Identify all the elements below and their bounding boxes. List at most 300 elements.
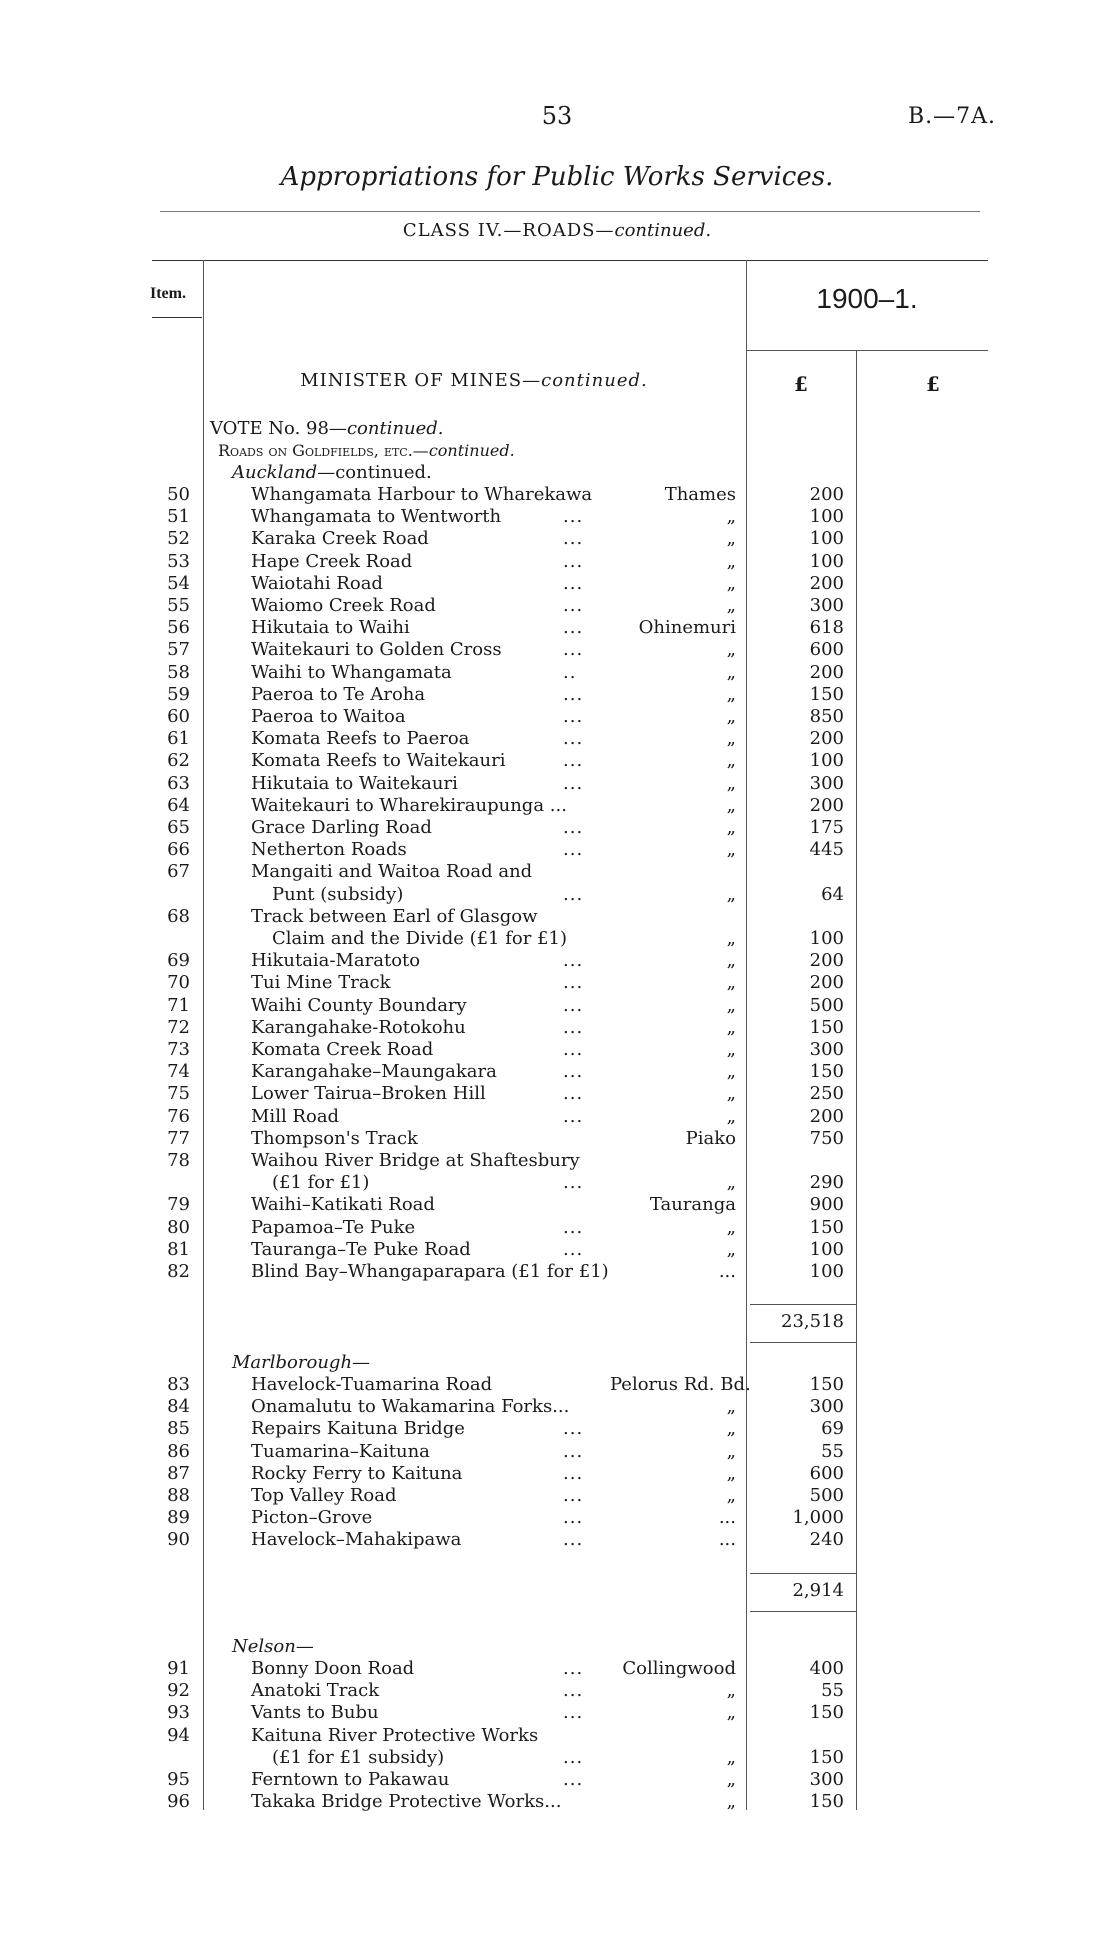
item-description: Waitekauri to Golden Cross [251, 639, 502, 661]
item-description: Rocky Ferry to Kaituna [251, 1462, 463, 1484]
marlborough-total: 2,914 [792, 1580, 844, 1601]
county-name: „ [726, 728, 736, 750]
item-amount: 100 [809, 750, 844, 772]
item-number: 89 [167, 1507, 190, 1529]
table-row [0, 839, 1114, 861]
pound-sign-col2: £ [926, 372, 940, 396]
section-heading-text: MINISTER OF MINES— [300, 370, 542, 391]
item-description: Hikutaia to Waihi [251, 617, 410, 639]
item-number: 69 [167, 950, 190, 972]
vote-heading-text: VOTE No. 98— [210, 418, 347, 439]
item-number: 86 [167, 1440, 190, 1462]
item-description: Papamoa–Te Puke [251, 1216, 416, 1238]
item-amount: 200 [809, 794, 844, 816]
item-number: 61 [167, 728, 190, 750]
table-row [0, 1261, 1114, 1283]
year-column-header: 1900–1. [816, 283, 918, 314]
table-row [0, 1725, 1114, 1747]
county-name: „ [726, 1462, 736, 1484]
item-amount: 445 [809, 839, 844, 861]
county-name: „ [726, 1702, 736, 1724]
marlborough-heading-name: Marlborough— [232, 1352, 371, 1373]
table-row [0, 1017, 1114, 1039]
item-amount: 100 [809, 1238, 844, 1260]
item-description: Whangamata Harbour to Wharekawa [251, 484, 593, 505]
table-row [0, 1658, 1114, 1680]
leader-dots: ... [563, 1440, 584, 1462]
county-name: Piako [685, 1127, 736, 1149]
item-description: Hape Creek Road [251, 550, 413, 572]
item-column-header: Item. [150, 285, 186, 302]
item-description: Takaka Bridge Protective Works... [251, 1791, 562, 1813]
leader-dots: ... [563, 1485, 584, 1506]
leader-dots: ... [563, 639, 584, 661]
leader-dots: ... [563, 728, 584, 750]
auckland-total-rule-bottom [750, 1342, 856, 1343]
leader-dots: ... [563, 1061, 584, 1083]
county-name: „ [726, 1746, 736, 1768]
county-name: „ [726, 572, 736, 594]
item-amount: 200 [809, 484, 844, 505]
item-number: 85 [167, 1418, 190, 1440]
county-name: Tauranga [649, 1194, 736, 1216]
item-description: Onamalutu to Wakamarina Forks... [251, 1396, 570, 1418]
item-description: Whangamata to Wentworth [251, 506, 502, 528]
auckland-total-rule-top [750, 1304, 856, 1305]
class-heading-text: CLASS IV.—ROADS— [402, 220, 615, 241]
item-description: Waihou River Bridge at Shaftesbury [251, 1150, 580, 1171]
roads-heading-continued: continued. [428, 441, 515, 460]
table-row [0, 972, 1114, 994]
leader-dots: ... [563, 1658, 584, 1679]
item-amount: 100 [809, 528, 844, 550]
item-description: Komata Creek Road [251, 1039, 434, 1060]
item-number: 63 [167, 772, 190, 794]
item-amount: 175 [809, 817, 844, 838]
item-amount: 600 [809, 1462, 844, 1484]
item-number: 75 [167, 1083, 190, 1105]
item-description: Vants to Bubu [251, 1702, 379, 1724]
item-amount: 400 [809, 1658, 844, 1679]
item-number: 91 [167, 1658, 190, 1679]
vote-heading-continued: continued. [346, 418, 444, 439]
county-name: „ [726, 683, 736, 705]
item-amount: 200 [809, 728, 844, 750]
item-number: 78 [167, 1150, 190, 1171]
item-number: 96 [167, 1791, 190, 1813]
item-amount: 100 [809, 506, 844, 528]
item-amount: 150 [809, 1702, 844, 1724]
leader-dots: ... [563, 1462, 584, 1484]
county-name: ... [718, 1507, 736, 1529]
table-row [0, 906, 1114, 928]
table-row [0, 1441, 1114, 1463]
class-heading-continued: continued. [614, 220, 712, 241]
item-description: Paeroa to Te Aroha [251, 683, 426, 705]
item-number: 71 [167, 994, 190, 1016]
item-number: 66 [167, 839, 190, 861]
leader-dots: ... [563, 1083, 584, 1105]
item-description: Karaka Creek Road [251, 528, 429, 550]
item-amount: 150 [809, 1791, 844, 1813]
item-description: Punt (subsidy) [272, 883, 404, 905]
item-description: Tuamarina–Kaituna [251, 1440, 430, 1462]
item-amount: 150 [809, 1746, 844, 1768]
item-description: Waitekauri to Wharekiraupunga ... [251, 794, 567, 816]
marlborough-heading [232, 1352, 370, 1373]
table-row [0, 950, 1114, 972]
table-row [0, 662, 1114, 684]
marlborough-total-rule-bottom [750, 1611, 856, 1612]
table-row [0, 817, 1114, 839]
leader-dots: ... [563, 972, 584, 994]
item-description: Mangaiti and Waitoa Road and [251, 861, 533, 883]
leader-dots: ... [563, 1105, 584, 1127]
item-amount: 300 [809, 1039, 844, 1060]
item-description: Thompson's Track [251, 1127, 418, 1149]
item-amount: 500 [809, 994, 844, 1016]
table-row [0, 1529, 1114, 1551]
table-row [0, 573, 1114, 595]
item-amount: 100 [809, 1261, 844, 1282]
county-name: „ [726, 839, 736, 861]
table-row [0, 639, 1114, 661]
item-description: Waihi to Whangamata [251, 661, 452, 683]
item-amount: 850 [809, 706, 844, 727]
table-row [0, 1769, 1114, 1791]
item-description: Grace Darling Road [251, 817, 432, 838]
item-description: Waiotahi Road [251, 572, 383, 594]
county-name: „ [726, 1238, 736, 1260]
table-row [0, 1039, 1114, 1061]
leader-dots: ... [563, 506, 584, 528]
item-number: 87 [167, 1462, 190, 1484]
item-number: 55 [167, 595, 190, 616]
county-name: „ [726, 883, 736, 905]
table-top-rule [152, 260, 988, 261]
county-name: Ohinemuri [638, 617, 736, 639]
item-amount: 150 [809, 1061, 844, 1083]
leader-dots: ... [563, 772, 584, 794]
county-name: „ [726, 639, 736, 661]
item-description: Waihi County Boundary [251, 994, 467, 1016]
item-number: 67 [167, 861, 190, 883]
county-name: „ [726, 750, 736, 772]
county-name: „ [726, 528, 736, 550]
item-amount: 300 [809, 772, 844, 794]
table-row [0, 1150, 1114, 1172]
item-number: 51 [167, 506, 190, 528]
leader-dots: ... [563, 550, 584, 572]
item-description: Ferntown to Pakawau [251, 1769, 450, 1790]
item-amount: 200 [809, 661, 844, 683]
county-name: Collingwood [622, 1658, 736, 1679]
table-row [0, 1747, 1114, 1769]
item-amount: 69 [821, 1418, 844, 1440]
county-name: „ [726, 994, 736, 1016]
item-amount: 500 [809, 1485, 844, 1506]
county-name: ... [718, 1529, 736, 1551]
item-amount: 200 [809, 950, 844, 972]
item-description: Anatoki Track [251, 1680, 380, 1702]
item-number: 76 [167, 1105, 190, 1127]
item-number: 80 [167, 1216, 190, 1238]
item-number: 56 [167, 617, 190, 639]
leader-dots: ... [563, 1016, 584, 1038]
item-description: Kaituna River Protective Works [251, 1724, 539, 1746]
leader-dots: ... [563, 950, 584, 972]
item-number: 65 [167, 817, 190, 838]
item-number: 59 [167, 683, 190, 705]
item-description: (£1 for £1 subsidy) [272, 1746, 445, 1768]
auckland-heading [232, 462, 432, 483]
item-number: 53 [167, 550, 190, 572]
item-number: 82 [167, 1261, 190, 1282]
auckland-heading-continued: —continued. [317, 462, 432, 483]
table-row [0, 1083, 1114, 1105]
item-number: 58 [167, 661, 190, 683]
county-name: „ [726, 661, 736, 683]
item-description: Picton–Grove [251, 1507, 373, 1529]
item-description: Blind Bay–Whangaparapara (£1 for £1) [251, 1261, 609, 1282]
table-row [0, 1791, 1114, 1813]
table-row [0, 884, 1114, 906]
item-number: 79 [167, 1194, 190, 1216]
county-name: „ [726, 1440, 736, 1462]
table-row [0, 528, 1114, 550]
item-description: Karangahake-Rotokohu [251, 1016, 466, 1038]
auckland-total: 23,518 [781, 1311, 844, 1332]
marlborough-total-rule-top [750, 1573, 856, 1574]
page-title: Appropriations for Public Works Services. [280, 162, 834, 192]
item-amount: 150 [809, 1216, 844, 1238]
item-amount: 200 [809, 572, 844, 594]
item-amount: 900 [809, 1194, 844, 1216]
item-number: 73 [167, 1039, 190, 1060]
item-number: 93 [167, 1702, 190, 1724]
pound-sign-col1: £ [794, 372, 808, 396]
item-number: 57 [167, 639, 190, 661]
county-name: „ [726, 506, 736, 528]
item-number: 52 [167, 528, 190, 550]
county-name: „ [726, 1791, 736, 1813]
item-amount: 200 [809, 972, 844, 994]
item-number: 64 [167, 794, 190, 816]
item-number: 90 [167, 1529, 190, 1551]
auckland-heading-name: Auckland [232, 462, 318, 483]
item-number: 60 [167, 706, 190, 727]
item-number: 62 [167, 750, 190, 772]
item-description: Havelock–Mahakipawa [251, 1529, 462, 1551]
item-description: (£1 for £1) [272, 1172, 370, 1194]
table-row [0, 1217, 1114, 1239]
county-name: „ [726, 1039, 736, 1060]
item-description: Netherton Roads [251, 839, 407, 861]
item-number: 74 [167, 1061, 190, 1083]
nelson-heading-name: Nelson— [232, 1636, 314, 1657]
item-description: Tui Mine Track [251, 972, 391, 994]
item-description: Top Valley Road [251, 1485, 397, 1506]
table-row [0, 750, 1114, 772]
leader-dots: ... [563, 617, 584, 639]
item-number: 95 [167, 1769, 190, 1790]
item-amount: 290 [809, 1172, 844, 1194]
table-row [0, 1106, 1114, 1128]
table-row [0, 928, 1114, 950]
item-amount: 1,000 [792, 1507, 844, 1529]
item-description: Komata Reefs to Paeroa [251, 728, 470, 750]
leader-dots: ... [563, 994, 584, 1016]
document-reference: B.—7A. [907, 104, 996, 129]
county-name: Pelorus Rd. Bd. [610, 1374, 751, 1395]
leader-dots: ... [563, 595, 584, 616]
item-amount: 150 [809, 1374, 844, 1395]
table-row [0, 595, 1114, 617]
county-name: „ [726, 550, 736, 572]
table-row [0, 706, 1114, 728]
class-heading [0, 220, 1114, 241]
leader-dots: ... [563, 1529, 584, 1551]
county-name: „ [726, 772, 736, 794]
item-amount: 618 [809, 617, 844, 639]
county-name: „ [726, 595, 736, 616]
county-name: „ [726, 1769, 736, 1790]
item-amount: 100 [809, 550, 844, 572]
leader-dots: ... [563, 1680, 584, 1702]
year-subheader-rule [746, 350, 988, 351]
item-number: 88 [167, 1485, 190, 1506]
table-row [0, 1194, 1114, 1216]
county-name: „ [726, 1172, 736, 1194]
item-description: Havelock-Tuamarina Road [251, 1374, 493, 1395]
nelson-heading [232, 1636, 314, 1657]
leader-dots: ... [563, 1702, 584, 1724]
item-description: Tauranga–Te Puke Road [251, 1238, 471, 1260]
item-description: Waiomo Creek Road [251, 595, 436, 616]
page-number: 53 [541, 102, 573, 130]
county-name: „ [726, 1216, 736, 1238]
item-number: 92 [167, 1680, 190, 1702]
item-number: 54 [167, 572, 190, 594]
item-amount: 750 [809, 1127, 844, 1149]
item-description: Track between Earl of Glasgow [251, 905, 538, 927]
leader-dots: ... [563, 839, 584, 861]
leader-dots: ... [563, 1216, 584, 1238]
table-row [0, 506, 1114, 528]
table-row [0, 551, 1114, 573]
leader-dots: ... [563, 1172, 584, 1194]
table-row [0, 484, 1114, 506]
leader-dots: ... [563, 1507, 584, 1529]
county-name: „ [726, 1061, 736, 1083]
item-amount: 250 [809, 1083, 844, 1105]
item-amount: 55 [821, 1680, 844, 1702]
table-row [0, 1507, 1114, 1529]
leader-dots: ... [563, 750, 584, 772]
table-row [0, 995, 1114, 1017]
item-number: 70 [167, 972, 190, 994]
leader-dots: ... [563, 683, 584, 705]
table-row [0, 1239, 1114, 1261]
leader-dots: ... [563, 572, 584, 594]
roads-heading [218, 440, 515, 461]
table-row [0, 861, 1114, 883]
county-name: „ [726, 928, 736, 949]
table-row [0, 1374, 1114, 1396]
item-header-underline [152, 317, 202, 318]
county-name: „ [726, 972, 736, 994]
item-description: Bonny Doon Road [251, 1658, 415, 1679]
county-name: „ [726, 1396, 736, 1418]
county-name: „ [726, 794, 736, 816]
item-number: 81 [167, 1238, 190, 1260]
item-amount: 150 [809, 683, 844, 705]
roads-heading-text: Roads on Goldfields, etc.— [218, 441, 429, 460]
leader-dots: ... [563, 817, 584, 838]
item-amount: 55 [821, 1440, 844, 1462]
leader-dots: ... [563, 528, 584, 550]
table-row [0, 684, 1114, 706]
leader-dots: ... [563, 1238, 584, 1260]
item-amount: 64 [821, 883, 844, 905]
item-description: Paeroa to Waitoa [251, 706, 406, 727]
item-amount: 300 [809, 1396, 844, 1418]
table-row [0, 1702, 1114, 1724]
item-number: 68 [167, 905, 190, 927]
item-amount: 150 [809, 1016, 844, 1038]
item-description: Claim and the Divide (£1 for £1) [272, 928, 567, 949]
county-name: ... [718, 1261, 736, 1282]
leader-dots: ... [563, 883, 584, 905]
table-row [0, 1418, 1114, 1440]
section-heading-continued: continued. [541, 370, 648, 391]
table-row [0, 1463, 1114, 1485]
table-row [0, 1485, 1114, 1507]
item-number: 94 [167, 1724, 190, 1746]
table-row [0, 1396, 1114, 1418]
county-name: „ [726, 1680, 736, 1702]
county-name: „ [726, 706, 736, 727]
table-row [0, 1172, 1114, 1194]
title-rule [160, 211, 980, 212]
leader-dots: ... [563, 706, 584, 727]
item-number: 72 [167, 1016, 190, 1038]
table-row [0, 1680, 1114, 1702]
table-row [0, 795, 1114, 817]
item-amount: 200 [809, 1105, 844, 1127]
vote-heading [210, 418, 444, 439]
county-name: „ [726, 1418, 736, 1440]
table-row [0, 728, 1114, 750]
item-description: Komata Reefs to Waitekauri [251, 750, 506, 772]
table-row [0, 1061, 1114, 1083]
item-amount: 240 [809, 1529, 844, 1551]
item-amount: 300 [809, 1769, 844, 1790]
county-name: „ [726, 1105, 736, 1127]
item-amount: 600 [809, 639, 844, 661]
leader-dots: ... [563, 1769, 584, 1790]
table-row [0, 617, 1114, 639]
item-description: Repairs Kaituna Bridge [251, 1418, 465, 1440]
item-description: Hikutaia-Maratoto [251, 950, 421, 972]
table-row [0, 773, 1114, 795]
item-description: Lower Tairua–Broken Hill [251, 1083, 486, 1105]
item-number: 84 [167, 1396, 190, 1418]
item-amount: 300 [809, 595, 844, 616]
county-name: „ [726, 950, 736, 972]
leader-dots: .. [563, 661, 577, 683]
item-number: 83 [167, 1374, 190, 1395]
